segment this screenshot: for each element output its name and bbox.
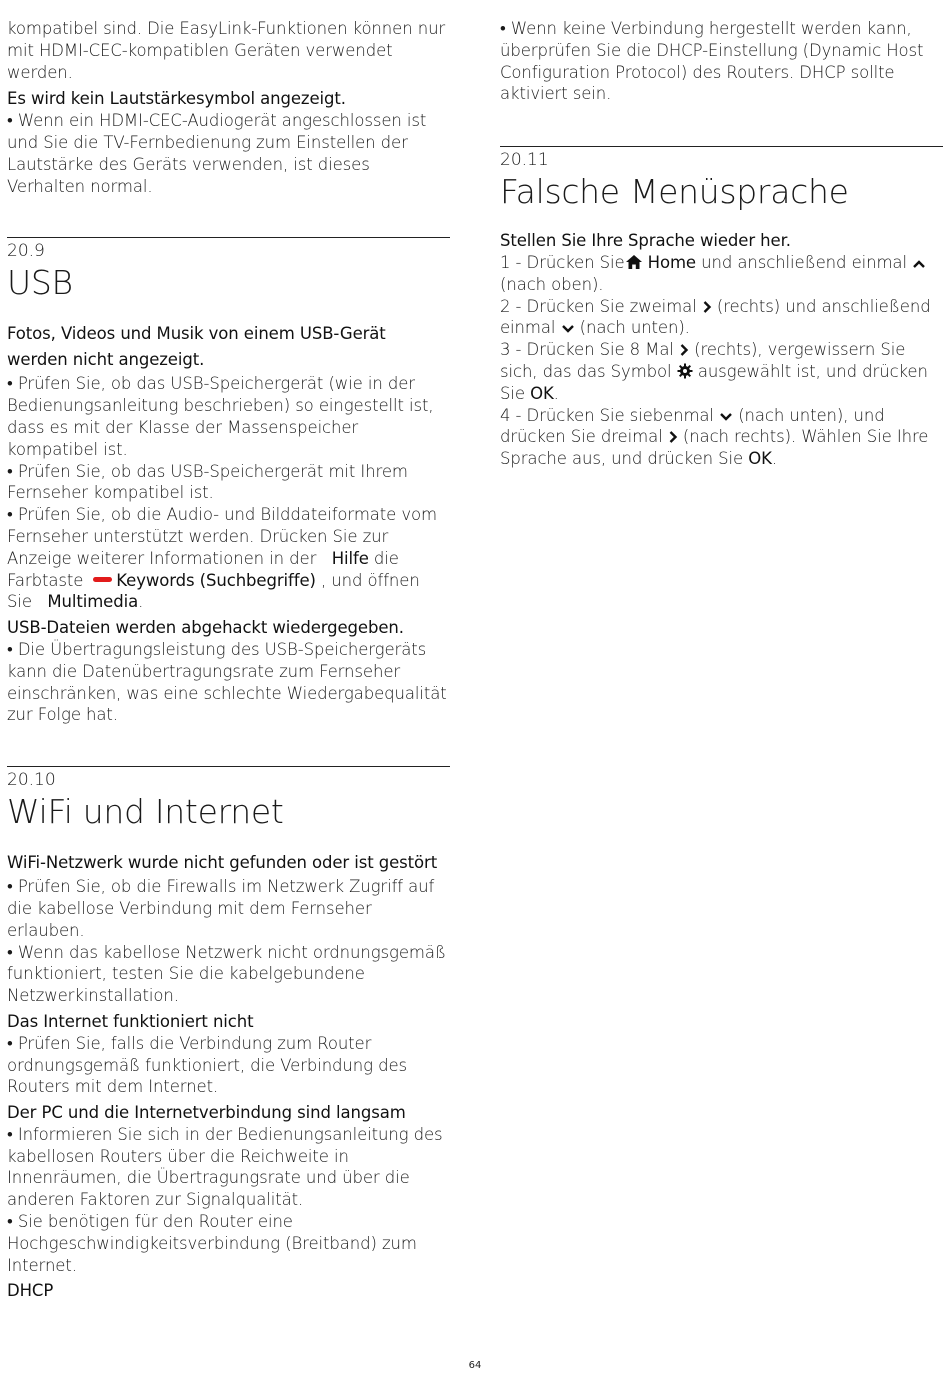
home-key-label: Home xyxy=(647,252,696,272)
step-3-text-a: 3 - Drücken Sie 8 Mal xyxy=(500,340,679,360)
ok-key-label: OK xyxy=(748,449,772,469)
usb-bullet-4: • Die Übertragungsleistung des USB-Speichergeräts kann die Datenübertragungsrate zum Fernseher einschränken, was eine schlechte Wiedergabequalität zur Folge hat. xyxy=(7,639,447,725)
language-step-1 xyxy=(500,252,943,296)
section-number-language: 20.11 xyxy=(500,150,549,171)
section-rule xyxy=(7,766,450,767)
wifi-heading-4: DHCP xyxy=(7,1281,54,1301)
language-step-4 xyxy=(500,405,943,470)
usb-heading-2: USB-Dateien werden abgehackt wiedergegeben. xyxy=(7,618,404,638)
wifi-heading-2: Das Internet funktioniert nicht xyxy=(7,1011,254,1031)
no-volume-heading: Es wird kein Lautstärkesymbol angezeigt. xyxy=(7,89,346,109)
section-rule xyxy=(7,237,450,238)
step-2-text-b: (rechts) und anschließend einmal xyxy=(500,296,931,338)
section-number-wifi: 20.10 xyxy=(7,770,56,791)
chevron-down-icon xyxy=(561,323,575,335)
step-4-text-b: (nach unten), und drücken Sie dreimal xyxy=(500,405,885,447)
red-color-key-icon xyxy=(93,577,112,582)
step-1-text-b: und anschließend einmal xyxy=(695,252,913,272)
usb-bullet-3-mid: die Farbtaste xyxy=(7,548,399,590)
usb-bullet-3-end: . xyxy=(138,592,144,612)
left-column xyxy=(7,18,450,1302)
home-icon xyxy=(625,254,643,270)
chevron-right-icon xyxy=(702,300,712,314)
chevron-right-icon xyxy=(679,343,689,357)
step-1-text-a: 1 - Drücken Sie xyxy=(500,252,625,272)
section-number-usb: 20.9 xyxy=(7,241,45,262)
intro-text: kompatibel sind. Die EasyLink-Funktionen können nur mit HDMI-CEC-kompatiblen Geräten verwendet werden. xyxy=(7,19,446,82)
right-column xyxy=(500,18,943,470)
usb-bullet-3 xyxy=(7,504,450,613)
step-4-text-a: 4 - Drücken Sie siebenmal xyxy=(500,405,720,425)
wifi-bullet-1: • Prüfen Sie, ob die Firewalls im Netzwerk Zugriff auf die kabellose Verbindung mit dem Fernseher erlauben. xyxy=(7,877,435,940)
wifi-heading-3: Der PC und die Internetverbindung sind langsam xyxy=(7,1103,406,1123)
gear-icon xyxy=(677,363,693,379)
page-number: 64 xyxy=(468,1360,482,1371)
usb-bullet-1: • Prüfen Sie, ob das USB-Speichergerät (wie in der Bedienungsanleitung beschrieben) so eingestellt ist, dass es mit der Klasse der Massenspeicher kompatibel ist. xyxy=(7,374,434,459)
language-step-3 xyxy=(500,339,943,404)
usb-bullet-2: • Prüfen Sie, ob das USB-Speichergerät mit Ihrem Fernseher kompatibel ist. xyxy=(7,461,408,503)
multimedia-link[interactable]: Multimedia xyxy=(47,592,139,612)
step-4-text-d: . xyxy=(771,449,777,469)
keywords-link[interactable]: Keywords (Suchbegriffe) xyxy=(116,570,316,590)
dhcp-text: • Wenn keine Verbindung hergestellt werden kann, überprüfen Sie die DHCP-Einstellung (Dynamic Host Configuration Protocol) des Routers. DHCP sollte aktiviert sein. xyxy=(500,19,924,104)
step-3-text-d: . xyxy=(553,383,559,403)
wifi-bullet-4: • Informieren Sie sich in der Bedienungsanleitung des kabellosen Routers über die Reichweite in Innenräumen, die Übertragungsrate und über die anderen Faktoren zur Signalqualität. xyxy=(7,1124,443,1210)
chevron-down-icon xyxy=(719,411,733,423)
usb-bullet-3-mid2: , und öffnen Sie xyxy=(7,570,420,612)
ok-key-label: OK xyxy=(530,383,554,403)
wifi-heading-1: WiFi-Netzwerk wurde nicht gefunden oder ist gestört xyxy=(7,853,438,873)
wifi-bullet-2: • Wenn das kabellose Netzwerk nicht ordnungsgemäß funktioniert, testen Sie die kabelgebundene Netzwerkinstallation. xyxy=(7,942,446,1006)
step-4-text-c: (nach rechts). Wählen Sie Ihre Sprache aus, und drücken Sie xyxy=(500,427,929,469)
chevron-right-icon xyxy=(668,430,678,444)
language-heading: Stellen Sie Ihre Sprache wieder her. xyxy=(500,231,791,251)
step-3-text-c: ausgewählt ist, und drücken Sie xyxy=(500,361,928,403)
wifi-bullet-5: • Sie benötigen für den Router eine Hochgeschwindigkeitsverbindung (Breitband) zum Internet. xyxy=(7,1212,417,1275)
step-1-text-c: (nach oben). xyxy=(500,274,604,294)
no-volume-text: • Wenn ein HDMI-CEC-Audiogerät angeschlossen ist und Sie die TV-Fernbedienung zum Einstellen der Lautstärke des Geräts verwenden, ist dieses Verhalten normal. xyxy=(7,111,427,196)
section-title-language: Falsche Menüsprache xyxy=(500,172,849,212)
usb-heading-1: Fotos, Videos und Musik von einem USB-Gerät werden nicht angezeigt. xyxy=(7,324,386,370)
chevron-up-icon xyxy=(912,258,926,270)
language-step-2 xyxy=(500,296,943,340)
section-rule xyxy=(500,146,943,147)
hilfe-link[interactable]: Hilfe xyxy=(331,548,369,568)
section-title-wifi: WiFi und Internet xyxy=(7,792,284,832)
wifi-bullet-3: • Prüfen Sie, falls die Verbindung zum Router ordnungsgemäß funktioniert, die Verbindung des Routers mit dem Internet. xyxy=(7,1033,408,1097)
step-3-text-b: (rechts), vergewissern Sie sich, das das Symbol xyxy=(500,340,906,381)
step-2-text-a: 2 - Drücken Sie zweimal xyxy=(500,296,702,316)
section-title-usb: USB xyxy=(7,263,73,303)
usb-bullet-3-pre: • Prüfen Sie, ob die Audio- und Bilddateiformate vom Fernseher unterstützt werden. Drücken Sie zur Anzeige weiterer Informationen in der xyxy=(7,505,438,568)
step-2-text-c: (nach unten). xyxy=(574,318,690,338)
